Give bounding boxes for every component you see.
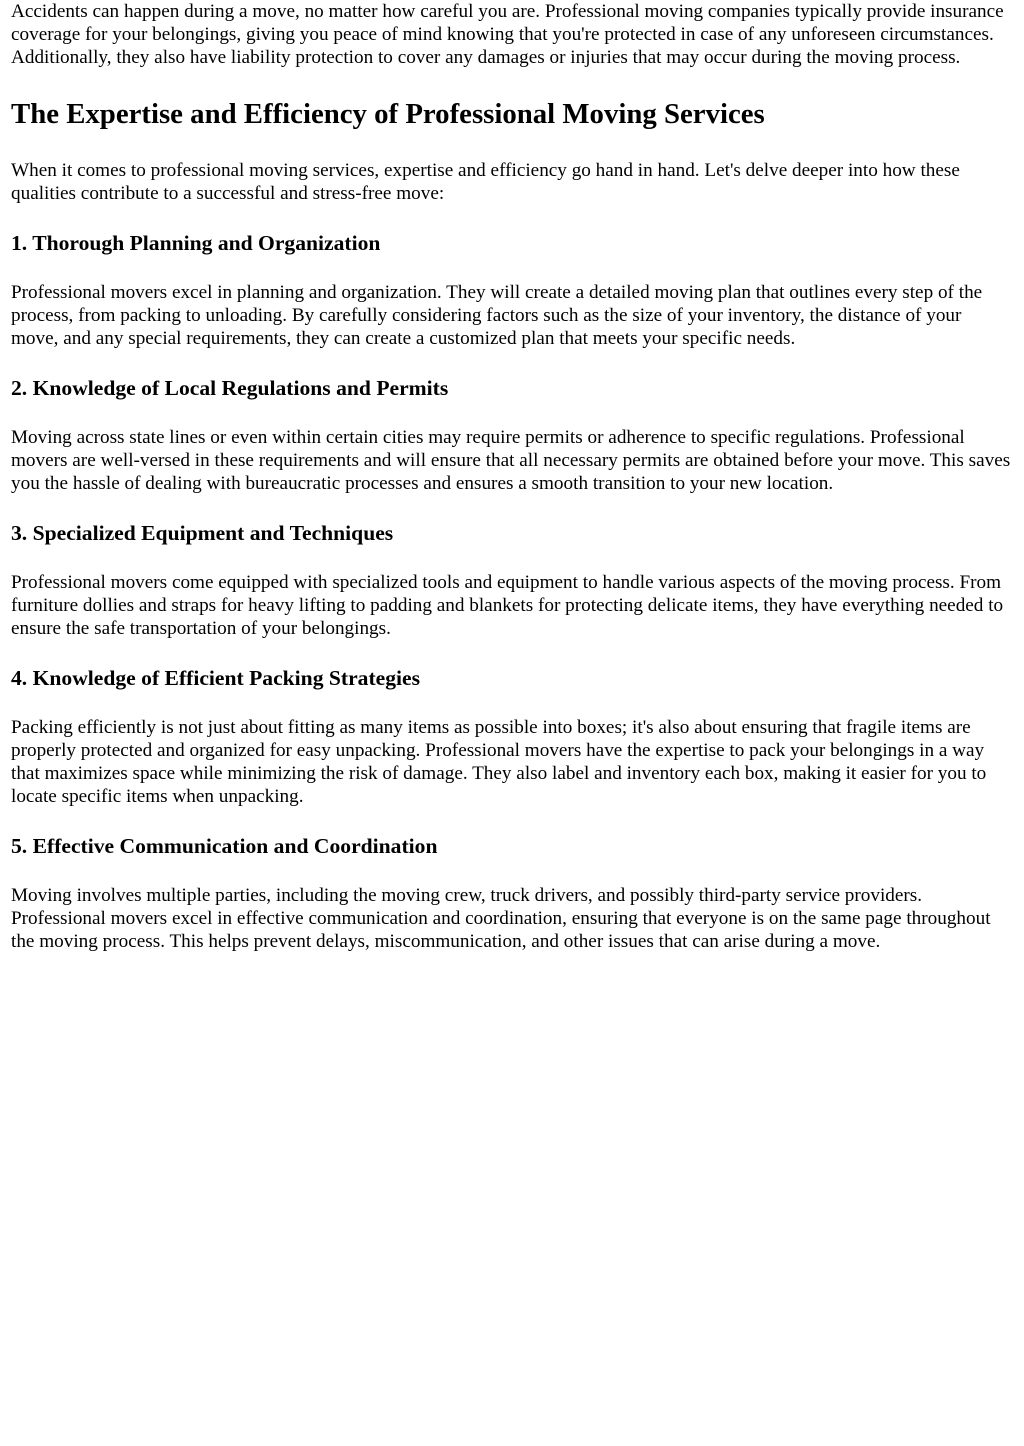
subsection-body-planning: Professional movers excel in planning and organization. They will create a detailed moving plan that outlines every step of the process, from packing to unloading. By carefully considering factors such as the size of your inventory, the distance of your move, and any special requirements, they can create a customized plan that meets your specific needs. [11, 282, 983, 349]
subsection-heading-packing: 4. Knowledge of Efficient Packing Strategies [11, 666, 421, 690]
subsection-body-communication: Moving involves multiple parties, including the moving crew, truck drivers, and possibly third-party service providers. Professional movers excel in effective communication and coordination, ensuring that everyone is on the same page throughout the moving process. This helps prevent delays, miscommunication, and other issues that can arise during a move. [11, 885, 991, 952]
intro-paragraph: Accidents can happen during a move, no matter how careful you are. Professional moving companies typically provide insurance coverage for your belongings, giving you peace of mind knowing that you're protected in case of any unforeseen circumstances. Additionally, they also have liability protection to cover any damages or injuries that may occur during the moving process. [11, 1, 1004, 68]
subsection-heading-planning: 1. Thorough Planning and Organization [11, 231, 381, 255]
subsection-heading-communication: 5. Effective Communication and Coordination [11, 834, 438, 858]
subsection-heading-equipment: 3. Specialized Equipment and Techniques [11, 521, 394, 545]
section-heading: The Expertise and Efficiency of Professional Moving Services [11, 98, 765, 130]
subsection-body-regulations: Moving across state lines or even within certain cities may require permits or adherence to specific regulations. Professional movers are well-versed in these requirements and will ensure that all necessary permits are obtained before your move. This saves you the hassle of dealing with bureaucratic processes and ensures a smooth transition to your new location. [11, 427, 1011, 494]
section-intro-paragraph: When it comes to professional moving services, expertise and efficiency go hand in hand. Let's delve deeper into how these qualities contribute to a successful and stress-free move: [11, 160, 960, 204]
subsection-heading-regulations: 2. Knowledge of Local Regulations and Permits [11, 376, 449, 400]
subsection-body-packing: Packing efficiently is not just about fitting as many items as possible into boxes; it's also about ensuring that fragile items are properly protected and organized for easy unpacking. Professional movers have the expertise to pack your belongings in a way that maximizes space while minimizing the risk of damage. They also label and inventory each box, making it easier for you to locate specific items when unpacking. [11, 717, 987, 807]
subsection-body-equipment: Professional movers come equipped with specialized tools and equipment to handle various aspects of the moving process. From furniture dollies and straps for heavy lifting to padding and blankets for protecting delicate items, they have everything needed to ensure the safe transportation of your belongings. [11, 572, 1004, 639]
